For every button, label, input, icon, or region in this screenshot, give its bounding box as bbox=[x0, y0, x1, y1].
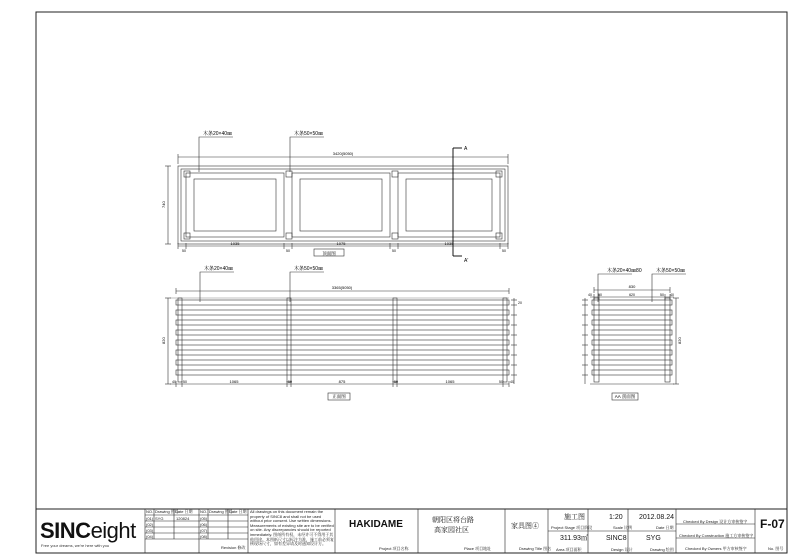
scale-value: 1:20 bbox=[609, 514, 623, 521]
front-view-title: 正面图 bbox=[332, 394, 346, 399]
sheet-number-label: No. 图号 bbox=[768, 546, 784, 551]
front-dim-4: 50 bbox=[288, 380, 292, 384]
plan-dim-1: 50 bbox=[182, 249, 186, 253]
rev-row-1-date: 120824 bbox=[176, 516, 190, 521]
rev2-row-3-no: (07) bbox=[200, 528, 208, 533]
project-label: Project 项目名称 bbox=[379, 546, 409, 551]
project-stage: 施工图 bbox=[564, 514, 585, 521]
rev-row-1-no: (01) bbox=[146, 516, 154, 521]
front-dim-2: 50 bbox=[183, 380, 187, 384]
front-dim-6: 50 bbox=[394, 380, 398, 384]
rev-header-date: Date 日期 bbox=[175, 509, 193, 514]
scale-label: Scale 比例 bbox=[613, 525, 633, 530]
plan-section-mark: A bbox=[464, 146, 468, 152]
drawing-title-label: Drawing Title 图名 bbox=[519, 546, 552, 551]
front-dim-8: 50 bbox=[499, 380, 503, 384]
area-value: 311.93㎡ bbox=[560, 535, 588, 542]
plan-section-mark-prime: A' bbox=[464, 258, 469, 264]
revision-label: Revision 修改 bbox=[221, 545, 246, 550]
checked-by-design: Checked By Design 设计方审核签字 bbox=[683, 519, 748, 524]
front-slat-dim: 20 bbox=[518, 301, 522, 305]
rev2-row-2-no: (06) bbox=[200, 522, 208, 527]
rev2-header-no: NO. bbox=[200, 509, 208, 514]
section-dim-3: 620 bbox=[629, 293, 635, 297]
design-value: SINC8 bbox=[606, 535, 627, 542]
date-value: 2012.08.24 bbox=[639, 514, 675, 521]
place-label: Place 项目地址 bbox=[464, 546, 492, 551]
front-dim-7: 1065 bbox=[445, 379, 455, 384]
front-dim-9: 40 bbox=[510, 380, 514, 384]
plan-dim-4: 1075 bbox=[336, 241, 346, 246]
section-width-dim: 830 bbox=[628, 284, 636, 289]
rev-header-drawing: Drawing 图号 bbox=[155, 509, 179, 514]
plan-dim-3: 50 bbox=[286, 249, 290, 253]
front-slat-label: 木条20×40㎜ bbox=[204, 266, 234, 272]
section-post-label: 木条50×50㎜ bbox=[656, 268, 686, 274]
plan-overall-dim: 3420(5050) bbox=[332, 151, 354, 156]
plan-dim-6: 1035 bbox=[444, 241, 454, 246]
plan-view-title: 顶面图 bbox=[322, 251, 336, 256]
project-stage-label: Project Stage 项目阶段 bbox=[551, 525, 593, 530]
design-label: Design 设计 bbox=[611, 547, 633, 552]
rev2-row-4-no: (08) bbox=[200, 534, 208, 539]
section-dim-5: 40 bbox=[670, 293, 674, 297]
place-line-1: 朝阳区将台路 bbox=[432, 517, 474, 524]
area-label: Area 项目面积 bbox=[556, 547, 582, 552]
front-height-dim: 820 bbox=[161, 337, 166, 344]
plan-height-dim: 740 bbox=[161, 201, 166, 208]
title-block bbox=[36, 509, 787, 553]
front-dim-1: 40 bbox=[172, 380, 176, 384]
rev-row-3-no: (03) bbox=[146, 528, 154, 533]
company-logo bbox=[40, 518, 136, 544]
rev2-header-date: Date 日期 bbox=[229, 509, 247, 514]
checked-by-construction: Checked By Construction 施工方审核签字 bbox=[679, 533, 754, 538]
front-overall-dim: 3365(5050) bbox=[331, 285, 353, 290]
front-dim-5: 875 bbox=[338, 379, 346, 384]
front-post-label: 木条50×50㎜ bbox=[294, 266, 324, 272]
plan-dim-2: 1035 bbox=[230, 241, 240, 246]
logo-tagline: Free your dreams, we're here with you bbox=[41, 543, 110, 548]
front-dim-3: 1065 bbox=[229, 379, 239, 384]
section-height-dim: 820 bbox=[677, 337, 682, 344]
section-dim-2: 50 bbox=[598, 293, 602, 297]
general-notes: All drawings on this document remain the property of SINC8 and shall not be used without prior consent. Use written dimensions. Measurements of existing site are to be verified on site. Any discrepancies should be reported immediately. 图纸所有权，未经许可不得用于其他用途。本图纸尺寸以标注为准，施工前必须复核现场尺寸，如有差异请及时通知设计方。 bbox=[250, 510, 334, 547]
drawing-value: SYG bbox=[646, 535, 661, 542]
plan-dim-7: 50 bbox=[502, 249, 506, 253]
rev2-row-1-no: (05) bbox=[200, 516, 208, 521]
logo-light-text: eight bbox=[90, 518, 136, 543]
date-label: Date 日期 bbox=[656, 525, 674, 530]
plan-dim-5: 50 bbox=[392, 249, 396, 253]
section-dim-4: 50 bbox=[660, 293, 664, 297]
plan-slat-label: 木条20×40㎜ bbox=[203, 131, 233, 137]
rev-row-4-no: (04) bbox=[146, 534, 154, 539]
sheet-number: F-07 bbox=[760, 517, 785, 531]
place-line-2: 高家园社区 bbox=[434, 527, 469, 534]
drawing-title: 家具图④ bbox=[511, 523, 539, 530]
project-name: HAKIDAME bbox=[349, 519, 403, 530]
drawing-label: Drawing 绘图 bbox=[650, 547, 674, 552]
sheet-border bbox=[36, 12, 787, 553]
rev-header-no: NO. bbox=[146, 509, 154, 514]
rev-row-2-no: (02) bbox=[146, 522, 154, 527]
section-slat-label: 木条20×40㎜80 bbox=[607, 268, 642, 274]
rev-row-1-drawing: SYG bbox=[155, 516, 164, 521]
checked-by-owners: Checked By Owners 甲方审核签字 bbox=[685, 546, 747, 551]
section-view-title: AA 剖面图 bbox=[614, 394, 636, 399]
rev2-header-drawing: Drawing 图号 bbox=[209, 509, 233, 514]
plan-post-label: 木条50×50㎜ bbox=[294, 131, 324, 137]
logo-bold-text: SINC bbox=[40, 518, 91, 543]
section-dim-1: 40 bbox=[588, 293, 592, 297]
